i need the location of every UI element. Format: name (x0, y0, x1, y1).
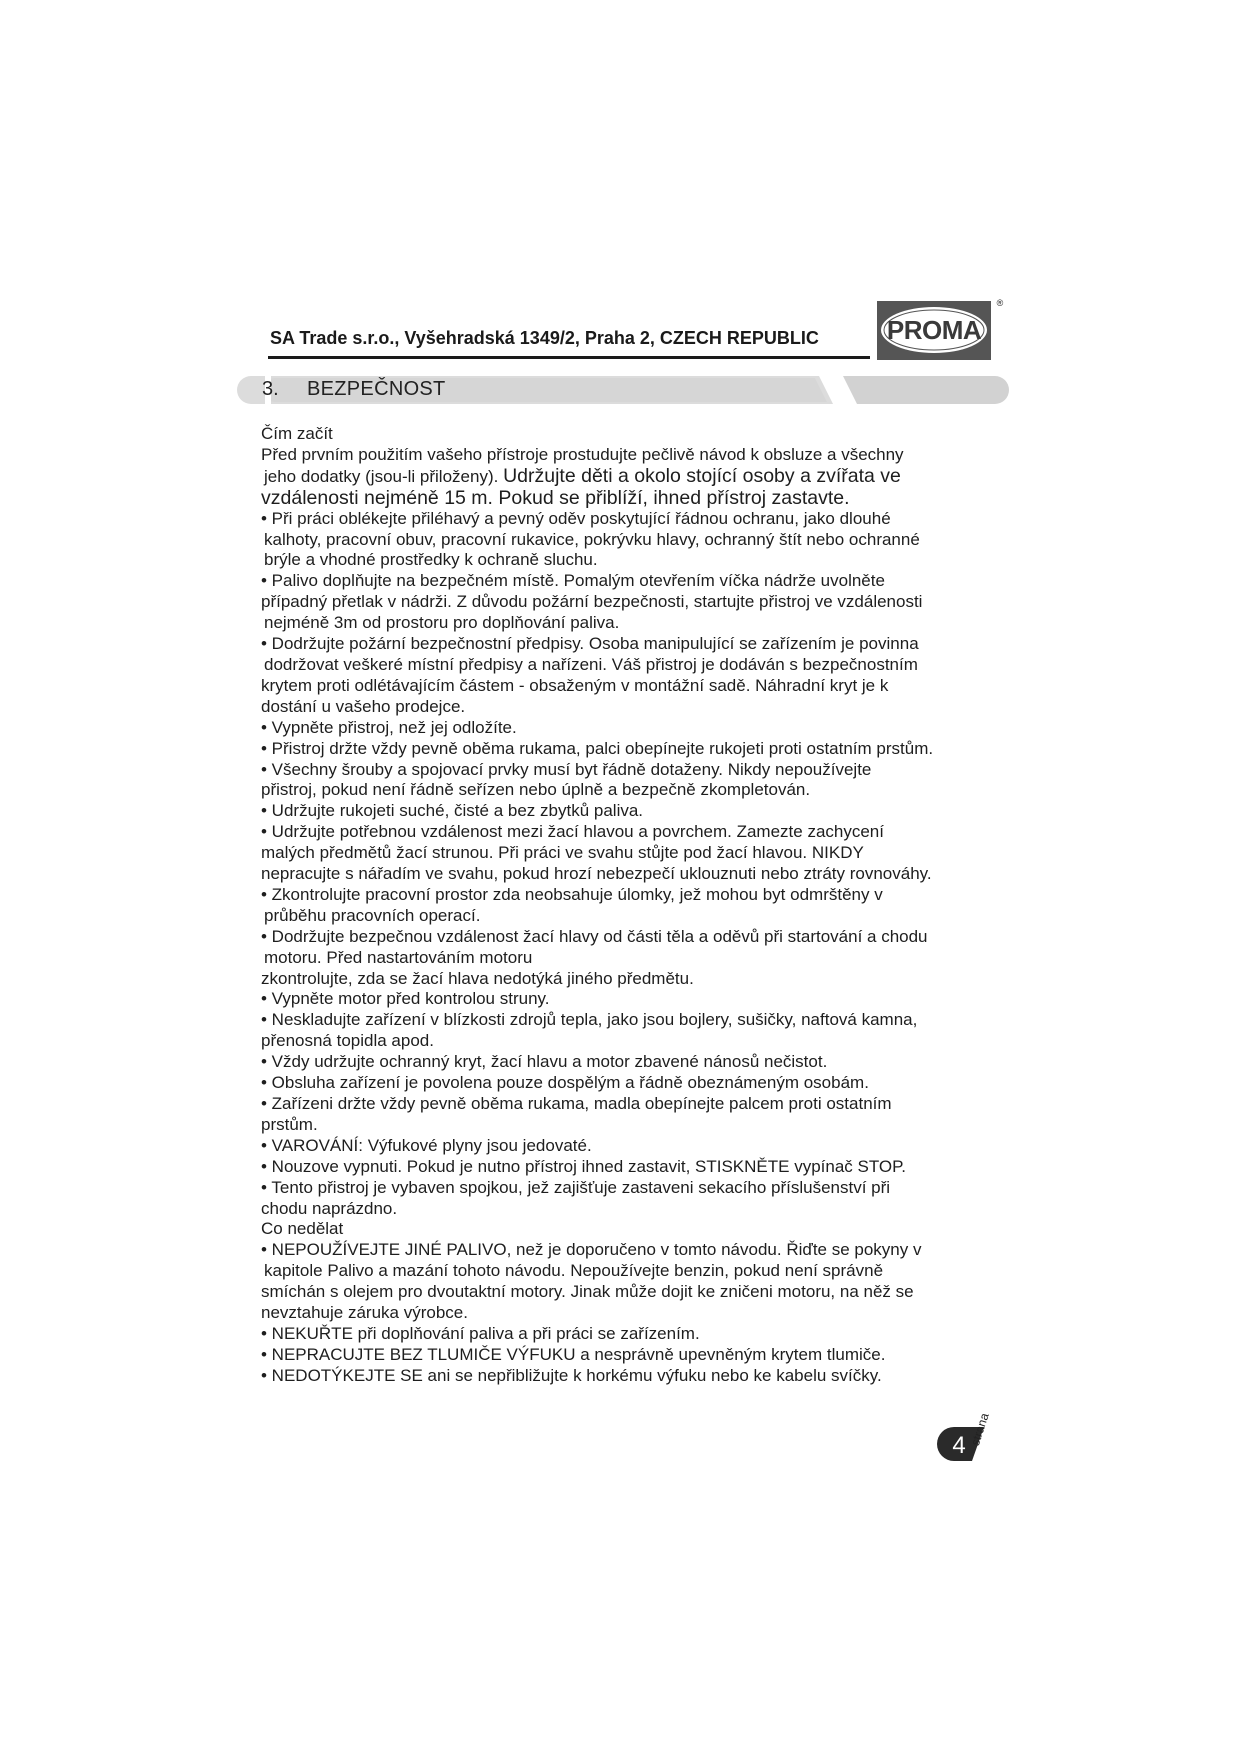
text-line: • Neskladujte zařízení v blízkosti zdrojů tepla, jako jsou bojlery, sušičky, naftová kamna, (261, 1010, 918, 1030)
text-line: • NEDOTÝKEJTE SE ani se nepřibližujte k horkému výfuku nebo ke kabelu svíčky. (261, 1365, 882, 1385)
text-line: • Vypněte motor před kontrolou struny. (261, 989, 550, 1009)
text-line: přenosná topidla apod. (261, 1031, 434, 1051)
text-line: • NEPRACUJTE BEZ TLUMIČE VÝFUKU a nesprávně upevněným krytem tlumiče. (261, 1344, 886, 1364)
text-line: • NEPOUŽÍVEJTE JINÉ PALIVO, než je doporučeno v tomto návodu. Řiďte se pokyny v (261, 1240, 922, 1260)
text-line: nevztahuje záruka výrobce. (261, 1303, 468, 1323)
text-line: • Zařízeni držte vždy pevně oběma rukama, madla obepínejte palcem proti ostatním (261, 1094, 892, 1113)
registered-mark: ® (996, 298, 1004, 308)
header-rule (268, 356, 870, 359)
text-line: kapitole Palivo a mazání tohoto návodu. Nepoužívejte benzin, pokud není správně (264, 1261, 884, 1281)
text-line: • Udržujte potřebnou vzdálenost mezi žací hlavou a povrchem. Zamezte zachycení (261, 822, 884, 842)
text-line: nepracujte s nářadím ve svahu, pokud hrozí nebezpečí uklouznuti nebo ztráty rovnováhy. (261, 864, 932, 884)
text-line: průběhu pracovních operací. (264, 905, 481, 925)
text-line: dodržovat veškeré místní předpisy a nařízeni. Váš přistroj je dodáván s bezpečnostním (264, 654, 918, 674)
text-line: brýle a vhodné prostředky k ochraně sluchu. (264, 550, 598, 570)
text-line: Čím začít (261, 424, 333, 443)
section-title: BEZPEČNOST (307, 378, 446, 400)
company-address: SA Trade s.r.o., Vyšehradská 1349/2, Praha 2, CZECH REPUBLIC (270, 328, 819, 348)
page-label: strana (968, 1411, 992, 1448)
text-line: Co nedělat (261, 1219, 344, 1239)
section-number: 3. (262, 378, 279, 400)
text-line: • NEKUŘTE při doplňování paliva a při práci se zařízením. (261, 1323, 700, 1343)
text-line: • Vždy udržujte ochranný kryt, žací hlavu a motor zbavené nánosů nečistot. (261, 1052, 828, 1072)
text-line: motoru. Před nastartováním motoru (264, 947, 533, 967)
text-line: • Dodržujte bezpečnou vzdálenost žací hlavy od části těla a oděvů při startování a chodu (261, 926, 928, 946)
text-line: přistroj, pokud není řádně seřízen nebo úplně a bezpečně zkompletován. (261, 780, 811, 800)
text-fragment: jeho dodatky (jsou-li přiloženy). (264, 466, 499, 486)
text-line: krytem proti odlétávajícím částem - obsaženým v montážní sadě. Náhradní kryt je k (261, 675, 889, 695)
text-line: malých předmětů žací strunou. Při práci ve svahu stůjte pod žací hlavou. NIKDY (261, 843, 864, 863)
text-line: • Všechny šrouby a spojovací prvky musí byt řádně dotaženy. Nikdy nepoužívejte (261, 759, 872, 779)
text-line: • Palivo doplňujte na bezpečném místě. Pomalým otevřením víčka nádrže uvolněte (261, 571, 885, 591)
text-line: • Tento přistroj je vybaven spojkou, jež zajišťuje zastaveni sekacího příslušenství při (261, 1177, 891, 1197)
text-line: smíchán s olejem pro dvoutaktní motory. Jinak může dojit ke zničeni motoru, na něž se (261, 1282, 914, 1302)
text-line: • Při práci oblékejte přiléhavý a pevný oděv poskytující řádnou ochranu, jako dlouhé (261, 508, 891, 528)
text-line: vzdálenosti nejméně 15 m. Pokud se přiblíží, ihned přístroj zastavte. (261, 486, 850, 509)
text-line: nejméně 3m od prostoru pro doplňování paliva. (264, 613, 620, 633)
text-line: • Udržujte rukojeti suché, čisté a bez zbytků paliva. (261, 801, 644, 821)
text-line: • Přistroj držte vždy pevně oběma rukama, palci obepínejte rukojeti proti ostatním prstům. (261, 738, 934, 758)
page-number: 4 (952, 1432, 966, 1459)
proma-logo (876, 296, 1004, 362)
text-line: • Nouzove vypnuti. Pokud je nutno přístroj ihned zastavit, STISKNĚTE vypínač STOP. (261, 1156, 907, 1176)
text-fragment: Udržujte děti a okolo stojící osoby a zvířata ve (503, 464, 901, 487)
text-line: • VAROVÁNÍ: Výfukové plyny jsou jedovaté. (261, 1135, 592, 1155)
text-line: • Dodržujte požární bezpečnostní předpisy. Osoba manipulující se zařízením je povinna (261, 634, 919, 654)
logo-text: PROMA (886, 315, 982, 345)
text-line: chodu naprázdno. (261, 1198, 398, 1218)
safety-text (261, 424, 1021, 1387)
text-line: kalhoty, pracovní obuv, pracovní rukavice, pokrývku hlavy, ochranný štít nebo ochranné (264, 529, 920, 549)
text-line: • Obsluha zařízení je povolena pouze dospělým a řádně obeznámeným osobám. (261, 1073, 869, 1093)
text-line: dostání u vašeho prodejce. (261, 696, 466, 716)
text-line-mixed (261, 466, 1021, 488)
text-line: zkontrolujte, zda se žací hlava nedotýká jiného předmětu. (261, 968, 694, 988)
text-line: • Zkontrolujte pracovní prostor zda neobsahuje úlomky, jež mohou byt odmrštěny v (261, 884, 883, 904)
text-line: případný přetlak v nádrži. Z důvodu požární bezpečnosti, startujte přistroj ve vzdálenosti (261, 592, 923, 612)
text-line: • Vypněte přistroj, než jej odložíte. (261, 717, 517, 737)
text-line: Před prvním použitím vašeho přístroje prostudujte pečlivě návod k obsluze a všechny (261, 444, 904, 464)
text-line: prstům. (261, 1114, 318, 1134)
